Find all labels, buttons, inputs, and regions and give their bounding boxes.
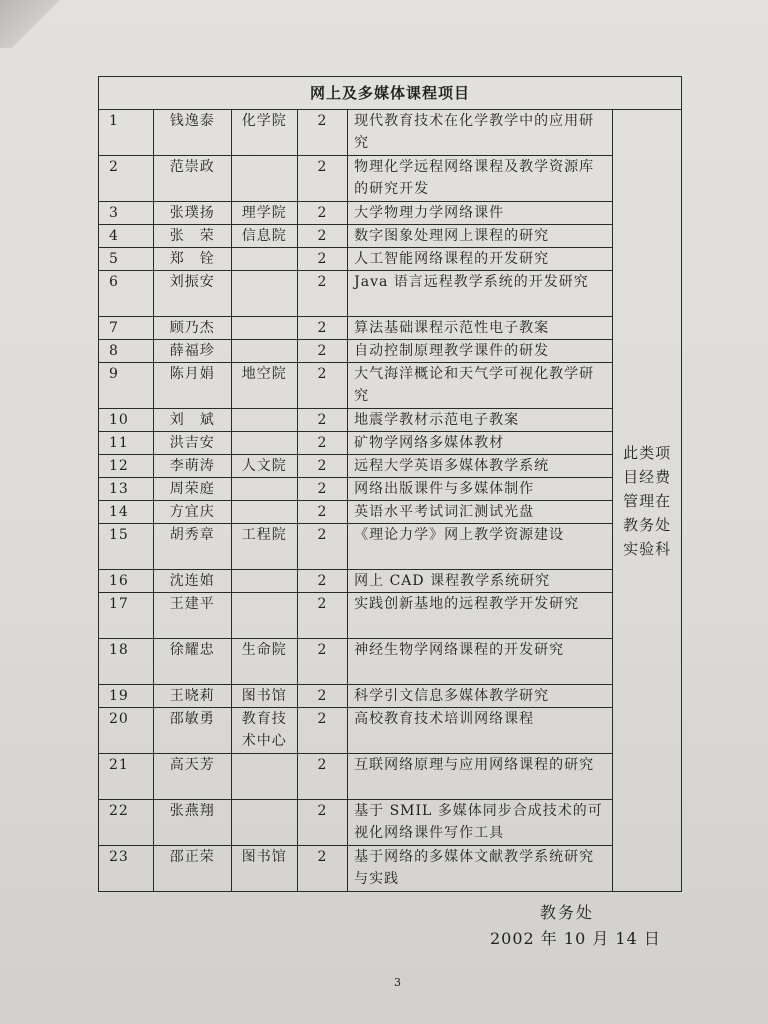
department: 图书馆	[231, 846, 297, 892]
department: 教育技术中心	[231, 708, 297, 754]
project-title: 网上 CAD 课程教学系统研究	[348, 570, 613, 593]
project-count: 2	[297, 524, 347, 570]
person-name: 范崇政	[153, 156, 231, 202]
project-count: 2	[297, 317, 347, 340]
department	[231, 501, 297, 524]
project-count: 2	[297, 754, 347, 800]
person-name: 洪吉安	[153, 432, 231, 455]
table-row	[99, 685, 682, 708]
person-name: 邵敏勇	[153, 708, 231, 754]
project-count: 2	[297, 363, 347, 409]
project-title: 人工智能网络课程的开发研究	[348, 248, 613, 271]
department	[231, 271, 297, 317]
department	[231, 248, 297, 271]
row-number: 8	[99, 340, 154, 363]
person-name: 薛福珍	[153, 340, 231, 363]
person-name: 王建平	[153, 593, 231, 639]
department: 地空院	[231, 363, 297, 409]
table-row	[99, 317, 682, 340]
project-title: 现代教育技术在化学教学中的应用研究	[348, 110, 613, 156]
row-number: 14	[99, 501, 154, 524]
row-number: 12	[99, 455, 154, 478]
department: 理学院	[231, 202, 297, 225]
table-row	[99, 432, 682, 455]
table-row	[99, 110, 682, 156]
department	[231, 593, 297, 639]
row-number: 4	[99, 225, 154, 248]
table-row	[99, 202, 682, 225]
department: 工程院	[231, 524, 297, 570]
person-name: 张燕翔	[153, 800, 231, 846]
person-name: 李萌涛	[153, 455, 231, 478]
person-name: 王晓莉	[153, 685, 231, 708]
person-name: 顾乃杰	[153, 317, 231, 340]
row-number: 23	[99, 846, 154, 892]
project-count: 2	[297, 708, 347, 754]
row-number: 3	[99, 202, 154, 225]
project-title: 基于网络的多媒体文献教学系统研究与实践	[348, 846, 613, 892]
project-title: 基于 SMIL 多媒体同步合成技术的可视化网络课件写作工具	[348, 800, 613, 846]
project-title: 网络出版课件与多媒体制作	[348, 478, 613, 501]
project-table	[98, 76, 682, 892]
table-row	[99, 708, 682, 754]
project-title: 大气海洋概论和天气学可视化教学研究	[348, 363, 613, 409]
person-name: 郑 铨	[153, 248, 231, 271]
project-count: 2	[297, 800, 347, 846]
project-title: 算法基础课程示范性电子教案	[348, 317, 613, 340]
table-row	[99, 156, 682, 202]
project-count: 2	[297, 455, 347, 478]
table-title: 网上及多媒体课程项目	[99, 77, 682, 110]
project-title: 科学引文信息多媒体教学研究	[348, 685, 613, 708]
project-title: 《理论力学》网上教学资源建设	[348, 524, 613, 570]
issue-date: 2002 年 10 月 14 日	[490, 929, 661, 948]
project-title: 自动控制原理教学课件的研发	[348, 340, 613, 363]
row-number: 20	[99, 708, 154, 754]
table-row	[99, 478, 682, 501]
table-row	[99, 248, 682, 271]
project-title: 数字图象处理网上课程的研究	[348, 225, 613, 248]
person-name: 徐耀忠	[153, 639, 231, 685]
table-row	[99, 455, 682, 478]
project-count: 2	[297, 432, 347, 455]
project-title: 地震学教材示范电子教案	[348, 409, 613, 432]
department: 化学院	[231, 110, 297, 156]
person-name: 方宜庆	[153, 501, 231, 524]
management-note: 此类项目经费管理在教务处实验科	[613, 110, 682, 892]
table-row	[99, 846, 682, 892]
row-number: 18	[99, 639, 154, 685]
row-number: 5	[99, 248, 154, 271]
project-count: 2	[297, 271, 347, 317]
table-row	[99, 409, 682, 432]
person-name: 陈月娟	[153, 363, 231, 409]
project-count: 2	[297, 501, 347, 524]
project-title: 英语水平考试词汇测试光盘	[348, 501, 613, 524]
project-count: 2	[297, 248, 347, 271]
row-number: 21	[99, 754, 154, 800]
person-name: 钱逸泰	[153, 110, 231, 156]
department	[231, 340, 297, 363]
person-name: 刘振安	[153, 271, 231, 317]
table-row	[99, 225, 682, 248]
project-count: 2	[297, 340, 347, 363]
table-row	[99, 363, 682, 409]
row-number: 9	[99, 363, 154, 409]
issuing-office: 教务处	[540, 903, 595, 922]
department: 生命院	[231, 639, 297, 685]
row-number: 13	[99, 478, 154, 501]
project-count: 2	[297, 156, 347, 202]
table-row	[99, 800, 682, 846]
row-number: 16	[99, 570, 154, 593]
department	[231, 570, 297, 593]
person-name: 高天芳	[153, 754, 231, 800]
table-body	[99, 110, 682, 892]
row-number: 10	[99, 409, 154, 432]
project-count: 2	[297, 570, 347, 593]
department	[231, 478, 297, 501]
table-row	[99, 271, 682, 317]
person-name: 刘 斌	[153, 409, 231, 432]
project-title: 物理化学远程网络课程及教学资源库的研究开发	[348, 156, 613, 202]
table-row	[99, 501, 682, 524]
project-title: 互联网络原理与应用网络课程的研究	[348, 754, 613, 800]
table-row	[99, 570, 682, 593]
row-number: 7	[99, 317, 154, 340]
project-count: 2	[297, 110, 347, 156]
table-row	[99, 754, 682, 800]
department: 信息院	[231, 225, 297, 248]
page-corner	[0, 0, 70, 48]
row-number: 15	[99, 524, 154, 570]
department	[231, 317, 297, 340]
department	[231, 800, 297, 846]
project-title: Java 语言远程教学系统的开发研究	[348, 271, 613, 317]
row-number: 2	[99, 156, 154, 202]
table-row	[99, 639, 682, 685]
department	[231, 156, 297, 202]
department	[231, 754, 297, 800]
project-count: 2	[297, 202, 347, 225]
person-name: 周荣庭	[153, 478, 231, 501]
project-title: 远程大学英语多媒体教学系统	[348, 455, 613, 478]
page-number: 3	[394, 976, 401, 989]
table-row	[99, 593, 682, 639]
project-title: 实践创新基地的远程教学开发研究	[348, 593, 613, 639]
person-name: 胡秀章	[153, 524, 231, 570]
project-title: 矿物学网络多媒体教材	[348, 432, 613, 455]
department: 图书馆	[231, 685, 297, 708]
project-count: 2	[297, 685, 347, 708]
project-count: 2	[297, 639, 347, 685]
row-number: 6	[99, 271, 154, 317]
department	[231, 409, 297, 432]
project-title: 大学物理力学网络课件	[348, 202, 613, 225]
row-number: 19	[99, 685, 154, 708]
row-number: 1	[99, 110, 154, 156]
project-count: 2	[297, 409, 347, 432]
person-name: 张 荣	[153, 225, 231, 248]
table-row	[99, 340, 682, 363]
department: 人文院	[231, 455, 297, 478]
table-row	[99, 524, 682, 570]
project-count: 2	[297, 225, 347, 248]
project-title: 神经生物学网络课程的开发研究	[348, 639, 613, 685]
project-title: 高校教育技术培训网络课程	[348, 708, 613, 754]
person-name: 沈连婠	[153, 570, 231, 593]
person-name: 邵正荣	[153, 846, 231, 892]
department	[231, 432, 297, 455]
project-count: 2	[297, 478, 347, 501]
project-count: 2	[297, 846, 347, 892]
row-number: 17	[99, 593, 154, 639]
row-number: 22	[99, 800, 154, 846]
row-number: 11	[99, 432, 154, 455]
project-count: 2	[297, 593, 347, 639]
person-name: 张璞扬	[153, 202, 231, 225]
